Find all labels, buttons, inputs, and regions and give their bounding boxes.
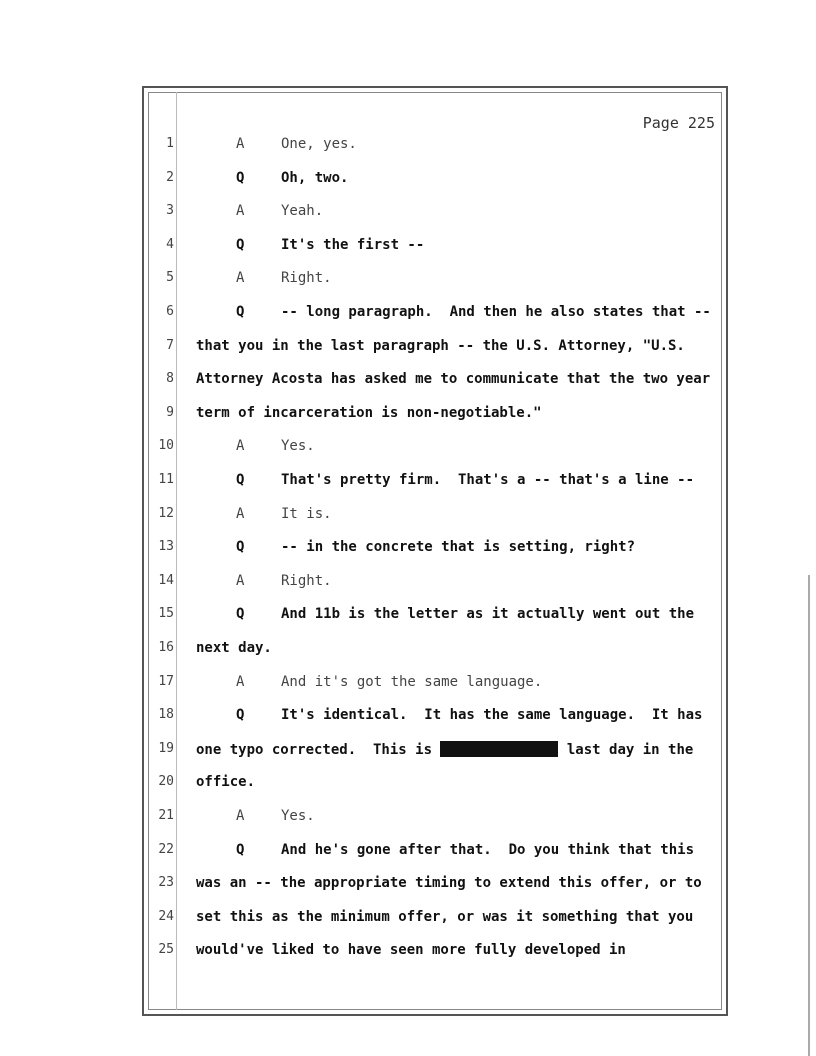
line-text: Oh, two. bbox=[281, 169, 349, 186]
speaker-label: Q bbox=[236, 539, 245, 556]
line-number: 19 bbox=[158, 740, 174, 756]
line-text-part: one typo corrected. This is bbox=[196, 741, 441, 758]
speaker-label: Q bbox=[236, 472, 245, 488]
line-number: 20 bbox=[158, 774, 174, 790]
line-number: 3 bbox=[166, 203, 174, 219]
line-text: set this as the minimum offer, or was it something that you bbox=[196, 908, 694, 925]
transcript-line bbox=[0, 707, 816, 731]
line-number: 11 bbox=[158, 472, 174, 487]
speaker-label: A bbox=[236, 673, 245, 690]
speaker-label: A bbox=[236, 572, 245, 589]
line-number: 22 bbox=[158, 841, 174, 857]
line-number: 2 bbox=[166, 169, 174, 185]
transcript-line bbox=[0, 606, 816, 630]
speaker-label: Q bbox=[236, 304, 245, 320]
transcript-line bbox=[0, 506, 816, 530]
transcript-line bbox=[0, 270, 816, 294]
line-text: And he's gone after that. Do you think that this bbox=[281, 841, 695, 858]
speaker-label: Q bbox=[236, 169, 245, 186]
line-text: -- in the concrete that is setting, right? bbox=[281, 539, 636, 556]
speaker-label: A bbox=[236, 203, 245, 220]
transcript-line bbox=[0, 573, 816, 597]
line-number: 5 bbox=[166, 270, 174, 286]
line-number: 21 bbox=[158, 808, 174, 823]
line-text: was an -- the appropriate timing to extend this offer, or to bbox=[196, 875, 702, 892]
line-text: next day. bbox=[196, 640, 272, 656]
transcript-line bbox=[0, 741, 816, 765]
transcript-line bbox=[0, 438, 816, 462]
line-number: 4 bbox=[166, 236, 174, 252]
line-number: 25 bbox=[158, 942, 174, 958]
line-number: 14 bbox=[158, 572, 174, 588]
line-text: And it's got the same language. bbox=[281, 673, 543, 690]
line-text-part: last day in the bbox=[558, 741, 694, 758]
line-text: Right. bbox=[281, 572, 332, 589]
transcript-line bbox=[0, 371, 816, 395]
speaker-label: Q bbox=[236, 606, 245, 623]
line-text: Yes. bbox=[281, 438, 315, 455]
line-number: 7 bbox=[166, 337, 174, 353]
line-text: -- long paragraph. And then he also states that -- bbox=[281, 304, 711, 320]
transcript-line bbox=[0, 472, 816, 496]
transcript-line bbox=[0, 539, 816, 563]
line-text: Yeah. bbox=[281, 203, 324, 220]
transcript-line bbox=[0, 203, 816, 227]
transcript-line bbox=[0, 640, 816, 664]
line-number: 24 bbox=[158, 908, 174, 924]
line-number: 9 bbox=[166, 404, 174, 420]
transcript-line bbox=[0, 909, 816, 933]
speaker-label: A bbox=[236, 136, 245, 152]
speaker-label: A bbox=[236, 438, 245, 455]
line-text: It's the first -- bbox=[281, 236, 425, 253]
line-text: Yes. bbox=[281, 808, 315, 824]
page-number: Page 225 bbox=[642, 114, 715, 132]
speaker-label: A bbox=[236, 808, 245, 824]
line-text bbox=[196, 741, 693, 758]
line-text: One, yes. bbox=[281, 136, 357, 152]
line-text: that you in the last paragraph -- the U.S. Attorney, "U.S. bbox=[196, 337, 685, 354]
line-text: It is. bbox=[281, 505, 332, 522]
line-number: 16 bbox=[158, 640, 174, 655]
transcript-line bbox=[0, 338, 816, 362]
line-number: 13 bbox=[158, 539, 174, 555]
line-text: office. bbox=[196, 774, 256, 791]
line-text: Right. bbox=[281, 270, 332, 287]
line-number: 18 bbox=[158, 707, 174, 723]
line-text: would've liked to have seen more fully developed in bbox=[196, 942, 626, 959]
speaker-label: Q bbox=[236, 236, 245, 253]
redaction-block bbox=[440, 741, 558, 757]
line-text: And 11b is the letter as it actually went out the bbox=[281, 606, 695, 623]
transcript-line bbox=[0, 942, 816, 966]
line-number: 1 bbox=[166, 136, 174, 151]
transcript-line bbox=[0, 405, 816, 429]
transcript-line bbox=[0, 808, 816, 832]
line-number: 10 bbox=[158, 438, 174, 454]
line-text: That's pretty firm. That's a -- that's a line -- bbox=[281, 472, 695, 488]
transcript-line bbox=[0, 842, 816, 866]
transcript-line bbox=[0, 774, 816, 798]
speaker-label: A bbox=[236, 505, 245, 522]
transcript-line bbox=[0, 875, 816, 899]
speaker-label: Q bbox=[236, 841, 245, 858]
transcript-line bbox=[0, 237, 816, 261]
transcript-line bbox=[0, 674, 816, 698]
line-number: 12 bbox=[158, 505, 174, 521]
line-text: It's identical. It has the same language. It has bbox=[281, 707, 703, 724]
line-number: 6 bbox=[166, 304, 174, 319]
line-number: 23 bbox=[158, 875, 174, 891]
speaker-label: A bbox=[236, 270, 245, 287]
line-number: 15 bbox=[158, 606, 174, 622]
transcript-line bbox=[0, 170, 816, 194]
speaker-label: Q bbox=[236, 707, 245, 724]
transcript-line bbox=[0, 304, 816, 328]
line-number: 8 bbox=[166, 371, 174, 387]
transcript-line bbox=[0, 136, 816, 160]
line-number: 17 bbox=[158, 673, 174, 689]
line-text: Attorney Acosta has asked me to communicate that the two year bbox=[196, 371, 711, 388]
line-text: term of incarceration is non-negotiable." bbox=[196, 404, 542, 421]
